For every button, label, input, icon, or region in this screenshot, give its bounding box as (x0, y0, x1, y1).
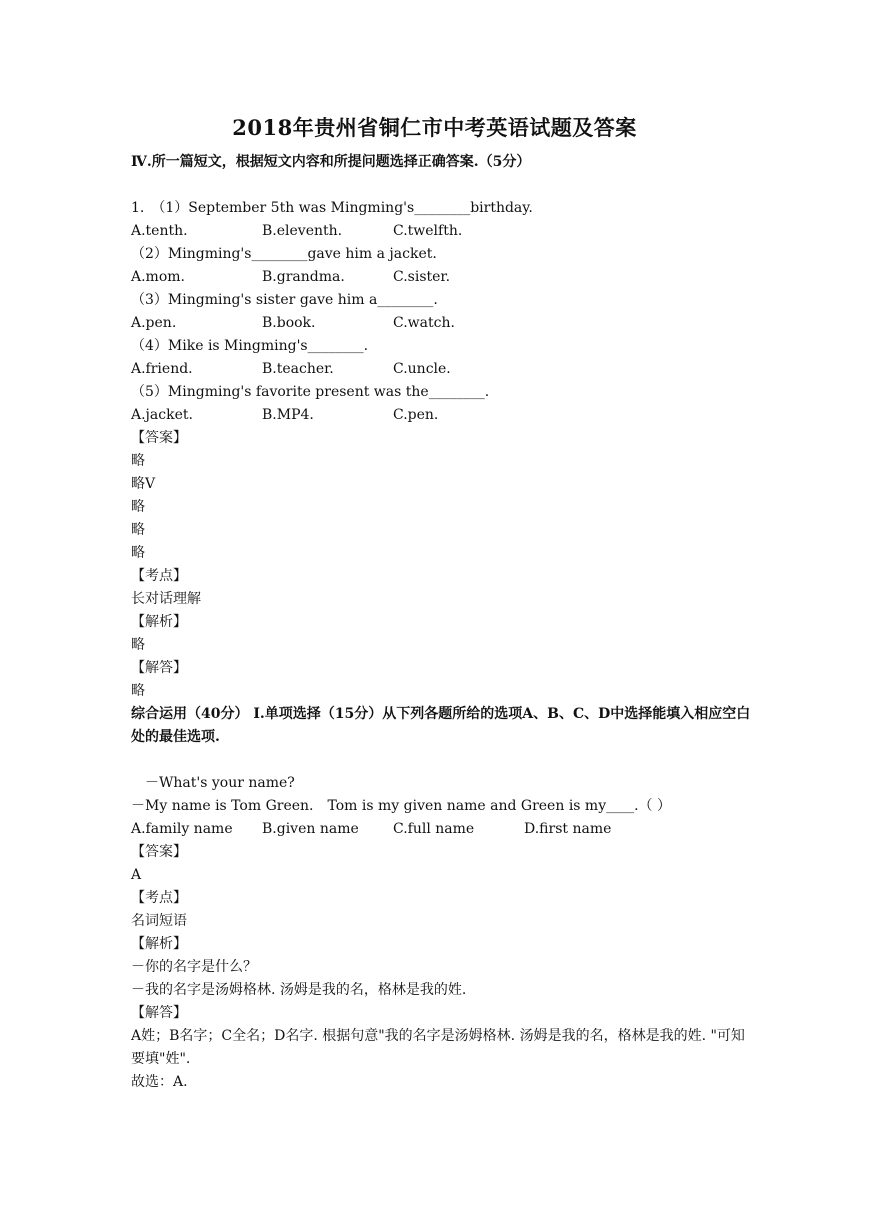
option-a: A.tenth. (131, 223, 188, 239)
option-a: A.friend. (131, 361, 193, 377)
solution-label: 【解答】 (131, 1005, 187, 1021)
option-c: C.watch. (393, 315, 455, 331)
answer-line: 略 (131, 453, 145, 469)
question-3: （3）Mingming's sister gave him a________. (131, 292, 438, 308)
option-c: C.uncle. (393, 361, 451, 377)
answer-line: 略V (131, 476, 156, 492)
question-4: （4）Mike is Mingming's________. (131, 338, 369, 354)
answer-label: 【答案】 (131, 844, 187, 860)
option-c: C.twelfth. (393, 223, 463, 239)
single-choice-options (131, 818, 751, 841)
answer-label: 【答案】 (131, 430, 187, 446)
answer-line: 略 (131, 522, 145, 538)
answer-text: A (131, 867, 142, 883)
option-c: C.full name (393, 821, 475, 837)
answer-line: 略 (131, 499, 145, 515)
option-a: A.mom. (131, 269, 185, 285)
point-text: 名词短语 (131, 913, 187, 929)
option-c: C.pen. (393, 407, 439, 423)
question-1-options (131, 220, 751, 243)
section-4-heading: Ⅳ.所一篇短文，根据短文内容和所提问题选择正确答案.（5分） (131, 154, 531, 170)
option-a: A.jacket. (131, 407, 193, 423)
analysis-label: 【解析】 (131, 614, 187, 630)
solution-text: A姓；B名字；C全名；D名字. 根据句意"我的名字是汤姆格林. 汤姆是我的名，格林是我的姓. "可知要填"姓". (131, 1028, 745, 1067)
choose-text: 故选：A. (131, 1074, 188, 1090)
spacer (131, 749, 751, 772)
dialog-line-1: －What's your name? (145, 775, 295, 791)
option-d: D.first name (524, 821, 612, 837)
option-b: B.grandma. (262, 269, 345, 285)
analysis-label: 【解析】 (131, 936, 187, 952)
document-title: 2018年贵州省铜仁市中考英语试题及答案 (232, 115, 637, 140)
question-4-options (131, 358, 751, 381)
answer-line: 略 (131, 545, 145, 561)
option-b: B.eleventh. (262, 223, 343, 239)
option-c: C.sister. (393, 269, 451, 285)
option-b: B.MP4. (262, 407, 314, 423)
option-b: B.given name (262, 821, 359, 837)
question-2: （2）Mingming's________gave him a jacket. (131, 246, 437, 262)
question-5: （5）Mingming's favorite present was the________. (131, 384, 490, 400)
option-a: A.family name (131, 821, 233, 837)
spacer (131, 174, 751, 197)
option-b: B.book. (262, 315, 316, 331)
point-label: 【考点】 (131, 890, 187, 906)
point-label: 【考点】 (131, 568, 187, 584)
question-1: 1. （1）September 5th was Mingming's________birthday. (131, 200, 533, 216)
section-1-heading: 综合运用（40分） I.单项选择（15分）从下列各题所给的选项A、B、C、D中选择能填入相应空白处的最佳选项. (131, 706, 751, 745)
analysis-text: 略 (131, 637, 145, 653)
analysis-line-1: －你的名字是什么？ (131, 959, 257, 975)
question-5-options (131, 404, 751, 427)
document-body (131, 151, 751, 1094)
solution-label: 【解答】 (131, 660, 187, 676)
dialog-line-2: －My name is Tom Green. Tom is my given name and Green is my____.（ ） (131, 798, 672, 814)
point-text: 长对话理解 (131, 591, 201, 607)
option-b: B.teacher. (262, 361, 334, 377)
option-a: A.pen. (131, 315, 177, 331)
question-2-options (131, 266, 751, 289)
question-3-options (131, 312, 751, 335)
solution-text: 略 (131, 683, 145, 699)
analysis-line-2: －我的名字是汤姆格林. 汤姆是我的名，格林是我的姓. (131, 982, 467, 998)
